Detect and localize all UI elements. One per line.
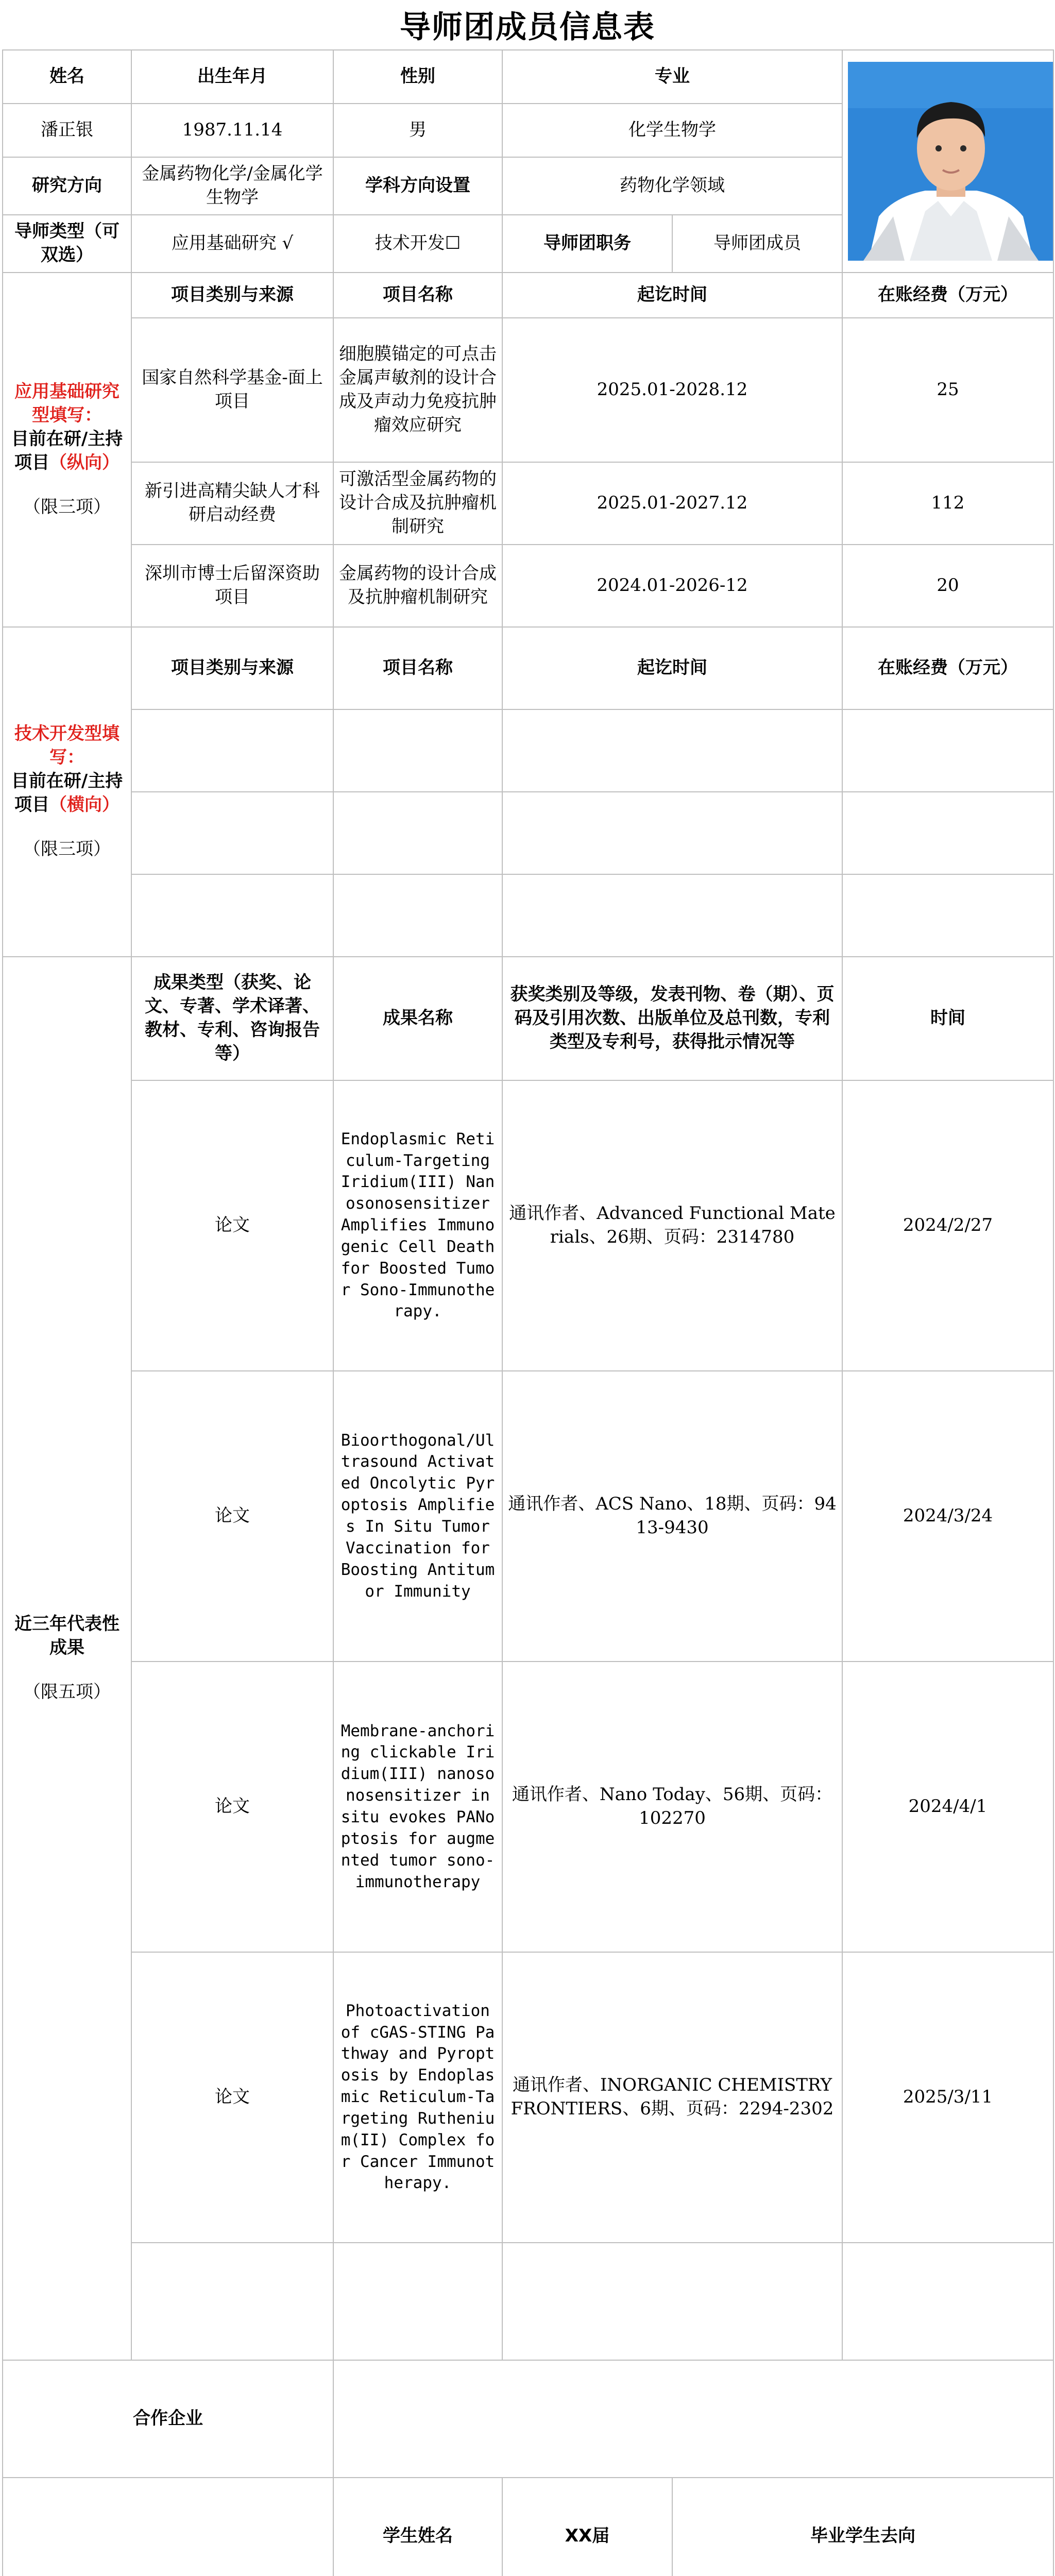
achievement-detail: 通讯作者、INORGANIC CHEMISTRY FRONTIERS、6期、页码：2294-2302 — [502, 1952, 842, 2243]
achievements-header-row — [3, 957, 1053, 1080]
achievement-row — [3, 1371, 1053, 1662]
applied-period: 2024.01-2026-12 — [502, 545, 842, 627]
tech-header-row — [3, 627, 1053, 709]
applied-funds: 25 — [842, 318, 1053, 462]
graduates-header-row — [3, 2478, 1053, 2576]
achievement-detail: 通讯作者、ACS Nano、18期、页码：9413-9430 — [502, 1371, 842, 1662]
achievements-limit-note: （限五项） — [23, 1681, 111, 1702]
achievement-empty-row — [3, 2243, 1053, 2360]
research-value: 金属药物化学/金属化学生物学 — [131, 157, 333, 215]
applied-project-name: 细胞膜锚定的可点击金属声敏剂的设计合成及声动力免疫抗肿瘤效应研究 — [333, 318, 502, 462]
achievements-col-detail: 获奖类别及等级，发表刊物、卷（期）、页码及引用次数、出版单位及总刊数，专利类型及专利号，获得批示情况等 — [502, 957, 842, 1080]
tech-col-period: 起讫时间 — [502, 627, 842, 709]
birth-value: 1987.11.14 — [131, 104, 333, 157]
tech-empty-row — [3, 792, 1053, 874]
applied-project-name: 可激活型金属药物的设计合成及抗肿瘤机制研究 — [333, 462, 502, 545]
page-title: 导师团成员信息表 — [400, 9, 655, 45]
achievement-type: 论文 — [131, 1080, 333, 1371]
achievement-name: Membrane-anchoring clickable Iridium(III) nanosonosensitizer in situ evokes PANoptosis for augmented tumor sono-immunotherapy — [333, 1662, 502, 1952]
achievement-detail: 通讯作者、Nano Today、56期、页码：102270 — [502, 1662, 842, 1952]
major-label: 专业 — [502, 50, 842, 104]
research-label: 研究方向 — [3, 157, 131, 215]
applied-funds: 20 — [842, 545, 1053, 627]
graduates-col-name: 学生姓名 — [333, 2478, 502, 2576]
achievement-time: 2024/2/27 — [842, 1080, 1053, 1371]
applied-funds: 112 — [842, 462, 1053, 545]
tech-empty-row — [3, 709, 1053, 792]
header-row-labels — [3, 50, 1053, 104]
partner-row — [3, 2360, 1053, 2478]
applied-col-period: 起讫时间 — [502, 273, 842, 318]
applied-row — [3, 545, 1053, 627]
gender-value: 男 — [333, 104, 502, 157]
achievement-time: 2024/4/1 — [842, 1662, 1053, 1952]
applied-col-source: 项目类别与来源 — [131, 273, 333, 318]
tech-limit-note: （限三项） — [23, 838, 111, 859]
name-label: 姓名 — [3, 50, 131, 104]
name-value: 潘正银 — [3, 104, 131, 157]
graduates-col-dest: 毕业学生去向 — [672, 2478, 1053, 2576]
applied-limit-note: （限三项） — [23, 496, 111, 517]
team-role-value: 导师团成员 — [672, 215, 842, 273]
achievement-type: 论文 — [131, 1952, 333, 2243]
tech-col-name: 项目名称 — [333, 627, 502, 709]
achievement-row — [3, 1080, 1053, 1371]
discipline-value: 药物化学领域 — [502, 157, 842, 215]
mentor-info-table — [2, 49, 1054, 2576]
achievement-type: 论文 — [131, 1371, 333, 1662]
photo-cell — [842, 50, 1053, 273]
achievement-time: 2025/3/11 — [842, 1952, 1053, 2243]
birth-label: 出生年月 — [131, 50, 333, 104]
portrait-image — [848, 62, 1053, 261]
achievement-row — [3, 1952, 1053, 2243]
achievement-detail: 通讯作者、Advanced Functional Materials、26期、页码：2314780 — [502, 1080, 842, 1371]
discipline-label: 学科方向设置 — [333, 157, 502, 215]
applied-project-name: 金属药物的设计合成及抗肿瘤机制研究 — [333, 545, 502, 627]
achievement-type: 论文 — [131, 1662, 333, 1952]
partner-value — [333, 2360, 1053, 2478]
graduates-label — [3, 2478, 333, 2576]
major-value: 化学生物学 — [502, 104, 842, 157]
tech-col-source: 项目类别与来源 — [131, 627, 333, 709]
applied-source: 国家自然科学基金-面上项目 — [131, 318, 333, 462]
graduates-col-class: XX届 — [502, 2478, 672, 2576]
gender-label: 性别 — [333, 50, 502, 104]
achievements-col-type: 成果类型（获奖、论文、专著、学术译著、教材、专利、咨询报告等） — [131, 957, 333, 1080]
mentor-type-tech: 技术开发☐ — [333, 215, 502, 273]
achievement-name: Photoactivation of cGAS-STING Pathway and Pyroptosis by Endoplasmic Reticulum-Targeting Ruthenium(II) Complex for Cancer Immunotherapy. — [333, 1952, 502, 2243]
applied-source: 新引进高精尖缺人才科研启动经费 — [131, 462, 333, 545]
mentor-type-label: 导师类型（可双选） — [3, 215, 131, 273]
achievement-name: Endoplasmic Reticulum-Targeting Iridium(III) Nanosonosensitizer Amplifies Immunogenic Cell Death for Boosted Tumor Sono-Immunotherapy. — [333, 1080, 502, 1371]
applied-source: 深圳市博士后留深资助项目 — [131, 545, 333, 627]
achievements-side-label: 近三年代表性成果 （限五项） — [3, 957, 131, 2360]
achievement-name: Bioorthogonal/Ultrasound Activated Oncolytic Pyroptosis Amplifies In Situ Tumor Vaccination for Boosting Antitumor Immunity — [333, 1371, 502, 1662]
team-role-label: 导师团职务 — [502, 215, 672, 273]
achievements-col-name: 成果名称 — [333, 957, 502, 1080]
applied-period: 2025.01-2027.12 — [502, 462, 842, 545]
applied-header-row — [3, 273, 1053, 318]
achievement-row — [3, 1662, 1053, 1952]
applied-col-name: 项目名称 — [333, 273, 502, 318]
tech-side-label: 技术开发型填写： 目前在研/主持项目（横向） （限三项） — [3, 627, 131, 957]
tech-col-funds: 在账经费（万元） — [842, 627, 1053, 709]
applied-row — [3, 462, 1053, 545]
partner-label: 合作企业 — [3, 2360, 333, 2478]
applied-row — [3, 318, 1053, 462]
achievement-time: 2024/3/24 — [842, 1371, 1053, 1662]
mentor-type-applied: 应用基础研究 √ — [131, 215, 333, 273]
member-photo — [848, 62, 1053, 261]
tech-empty-row — [3, 874, 1053, 957]
applied-period: 2025.01-2028.12 — [502, 318, 842, 462]
achievements-col-time: 时间 — [842, 957, 1053, 1080]
applied-col-funds: 在账经费（万元） — [842, 273, 1053, 318]
applied-side-label: 应用基础研究型填写： 目前在研/主持项目（纵向） （限三项） — [3, 273, 131, 627]
